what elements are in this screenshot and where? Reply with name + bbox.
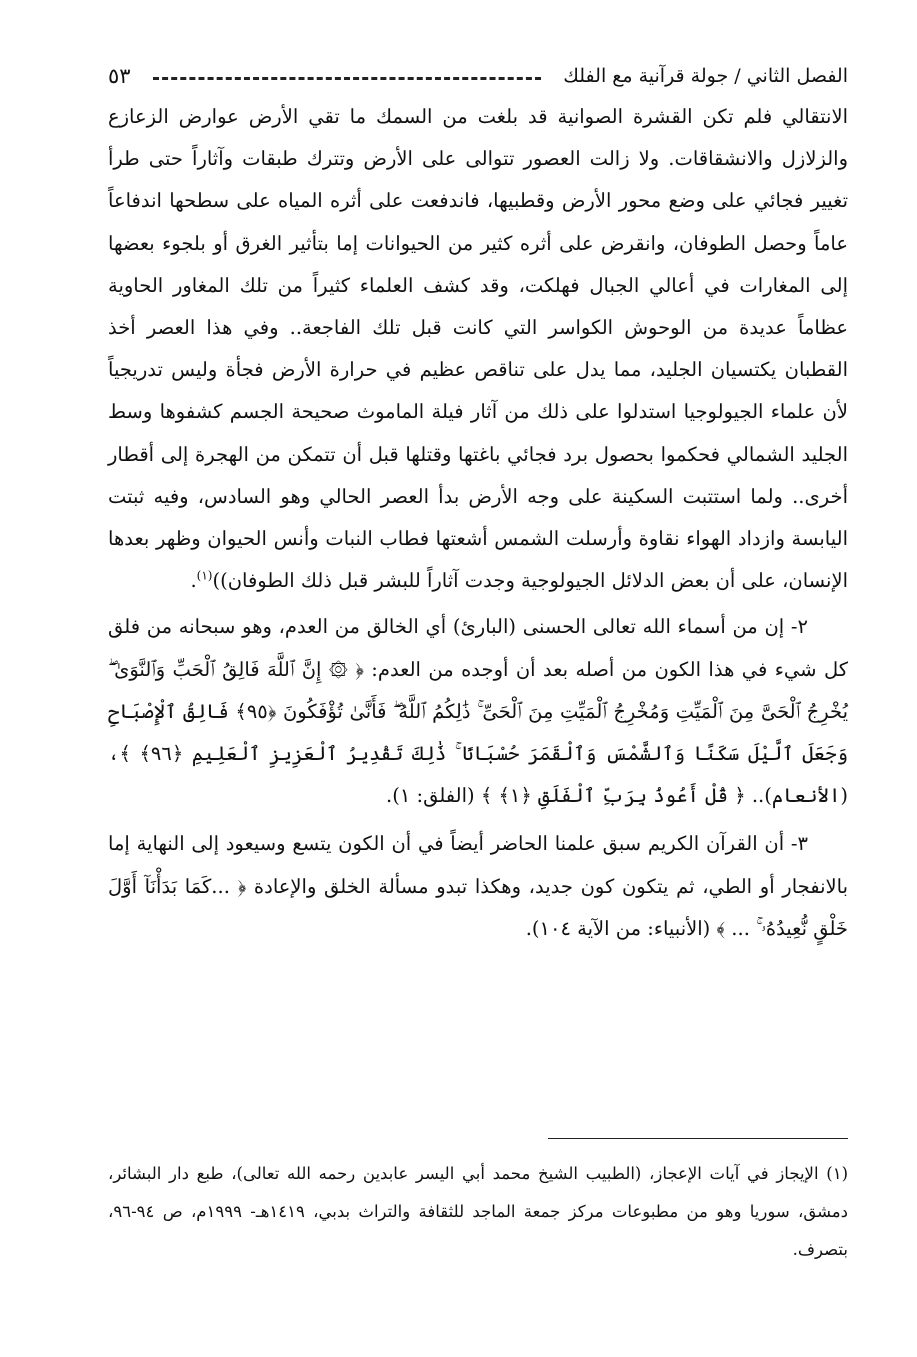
footnote-separator (548, 1138, 848, 1139)
surah-reference-anbiya: (الأنبياء: من الآية ١٠٤). (525, 916, 717, 940)
page-number: ٥٣ (108, 64, 131, 88)
header-dashed-rule (153, 77, 542, 80)
quran-verse-anam: ﴿ ۞ إِنَّ ٱللَّهَ فَالِقُ ٱلْحَبِّ وَٱلنَّوَىٰ ۖ يُخْرِجُ ٱلْحَىَّ مِنَ ٱلْمَيِّتِ وَمُخْرِجُ ٱلْمَيِّتِ مِنَ ٱلْحَىِّ ۚ ذَٰلِكُمُ ٱللَّهُ ۖ فَأَنَّىٰ تُؤْفَكُونَ ﴿٩٥﴾ فَالِقُ ٱلْإِصْبَاحِ وَجَعَلَ ٱلَّيْلَ سَكَنًا وَٱلشَّمْسَ وَٱلْقَمَرَ حُسْبَانًا ۚ ذَٰلِكَ تَقْدِيرُ ٱلْعَزِيزِ ٱلْعَلِيمِ ﴿٩٦﴾ ﴾ (108, 657, 848, 766)
main-paragraph-end: . (190, 569, 197, 593)
surah-reference-falaq: (الفلق: ١). (386, 784, 481, 808)
quran-verse-anbiya: ﴿ ...كَمَا بَدَأْنَآ أَوَّلَ خَلْقٍ نُّعِيدُهُۥ ۚ ... ﴾ (108, 874, 848, 940)
chapter-title: الفصل الثاني / جولة قرآنية مع الفلك (563, 65, 848, 87)
main-paragraph-text: الانتقالي فلم تكن القشرة الصوانية قد بلغت من السمك ما تقي الأرض عوارض الزعازع والزلازل والانشقاقات. ولا زالت العصور تتوالى على الأرض وتترك طبقات وآثاراً حتى طرأ تغيير فجائي على وضع محور الأرض وقطبيها، فاندفعت على أثره المياه على سطحها اندفاعاً عاماً وحصل الطوفان، وانقرض على أثره كثير من الحيوانات إما بتأثير الغرق أو بلجوء بعضها إلى المغارات في أعالي الجبال فهلكت، وقد كشف العلماء كثيراً من تلك المغاور الحاوية عظاماً عديدة من الوحوش الكواسر التي كانت قبل تلك الفاجعة.. وفي هذا العصر أخذ القطبان يكتسيان الجليد، مما يدل على تناقص عظيم في حرارة الأرض فجأة وليس تدريجياً لأن علماء الجيولوجيا استدلوا على ذلك من آثار فيلة الماموث صحيحة الجسم كشفوها وسط الجليد الشمالي فحكموا بحصول برد فجائي باغتها وقتلها قبل أن تتمكن من الهجرة إلى أقطار أخرى.. ولما استتبت السكينة على وجه الأرض بدأ العصر الحالي وهو السادس، وفيه ثبتت اليابسة وازداد الهواء نقاوة وأرسلت الشمس أشعتها فطاب النبات وأنس الحيوان وظهر بعدها الإنسان، على أن بعض الدلائل الجيولوجية وجدت آثاراً للبشر قبل ذلك الطوفان)) (108, 105, 848, 593)
running-header (108, 58, 848, 94)
footnote-reference: (١) (196, 568, 213, 583)
item-2-text: ٢- إن من أسماء الله تعالى الحسنى (البارئ) أي الخالق من العدم، وهو سبحانه من فلق كل شيء في هذا الكون من أصله بعد أن أوجده من العدم: (108, 615, 848, 681)
quran-verse-falaq: ﴿ قُلْ أَعُوذُ بِرَبِّ ٱلْفَلَقِ ﴿١﴾ ﴾ (480, 784, 746, 808)
item-3-text: ٣- أن القرآن الكريم سبق علمنا الحاضر أيضاً في أن الكون يتسع وسيعود إلى النهاية إما بالانفجار أو الطي، ثم يتكون كون جديد، وهكذا تبدو مسألة الخلق والإعادة (108, 832, 849, 898)
numbered-item-2 (108, 606, 848, 817)
footnotes (108, 1155, 848, 1269)
numbered-item-3 (108, 823, 848, 950)
footnote-1: (١) الإيجاز في آيات الإعجاز، (الطبيب الشيخ محمد أبي اليسر عابدين رحمه الله تعالى)، طبع دار البشائر، دمشق، سوريا وهو من مطبوعات مركز جمعة الماجد للثقافة والتراث بدبي، ١٤١٩هـ- ١٩٩٩م، ص ٩٤-٩٦، بتصرف. (108, 1164, 848, 1259)
body-text (108, 96, 848, 956)
surah-reference-anam: ، (الأنعام).. (108, 742, 848, 808)
main-paragraph (108, 96, 848, 602)
